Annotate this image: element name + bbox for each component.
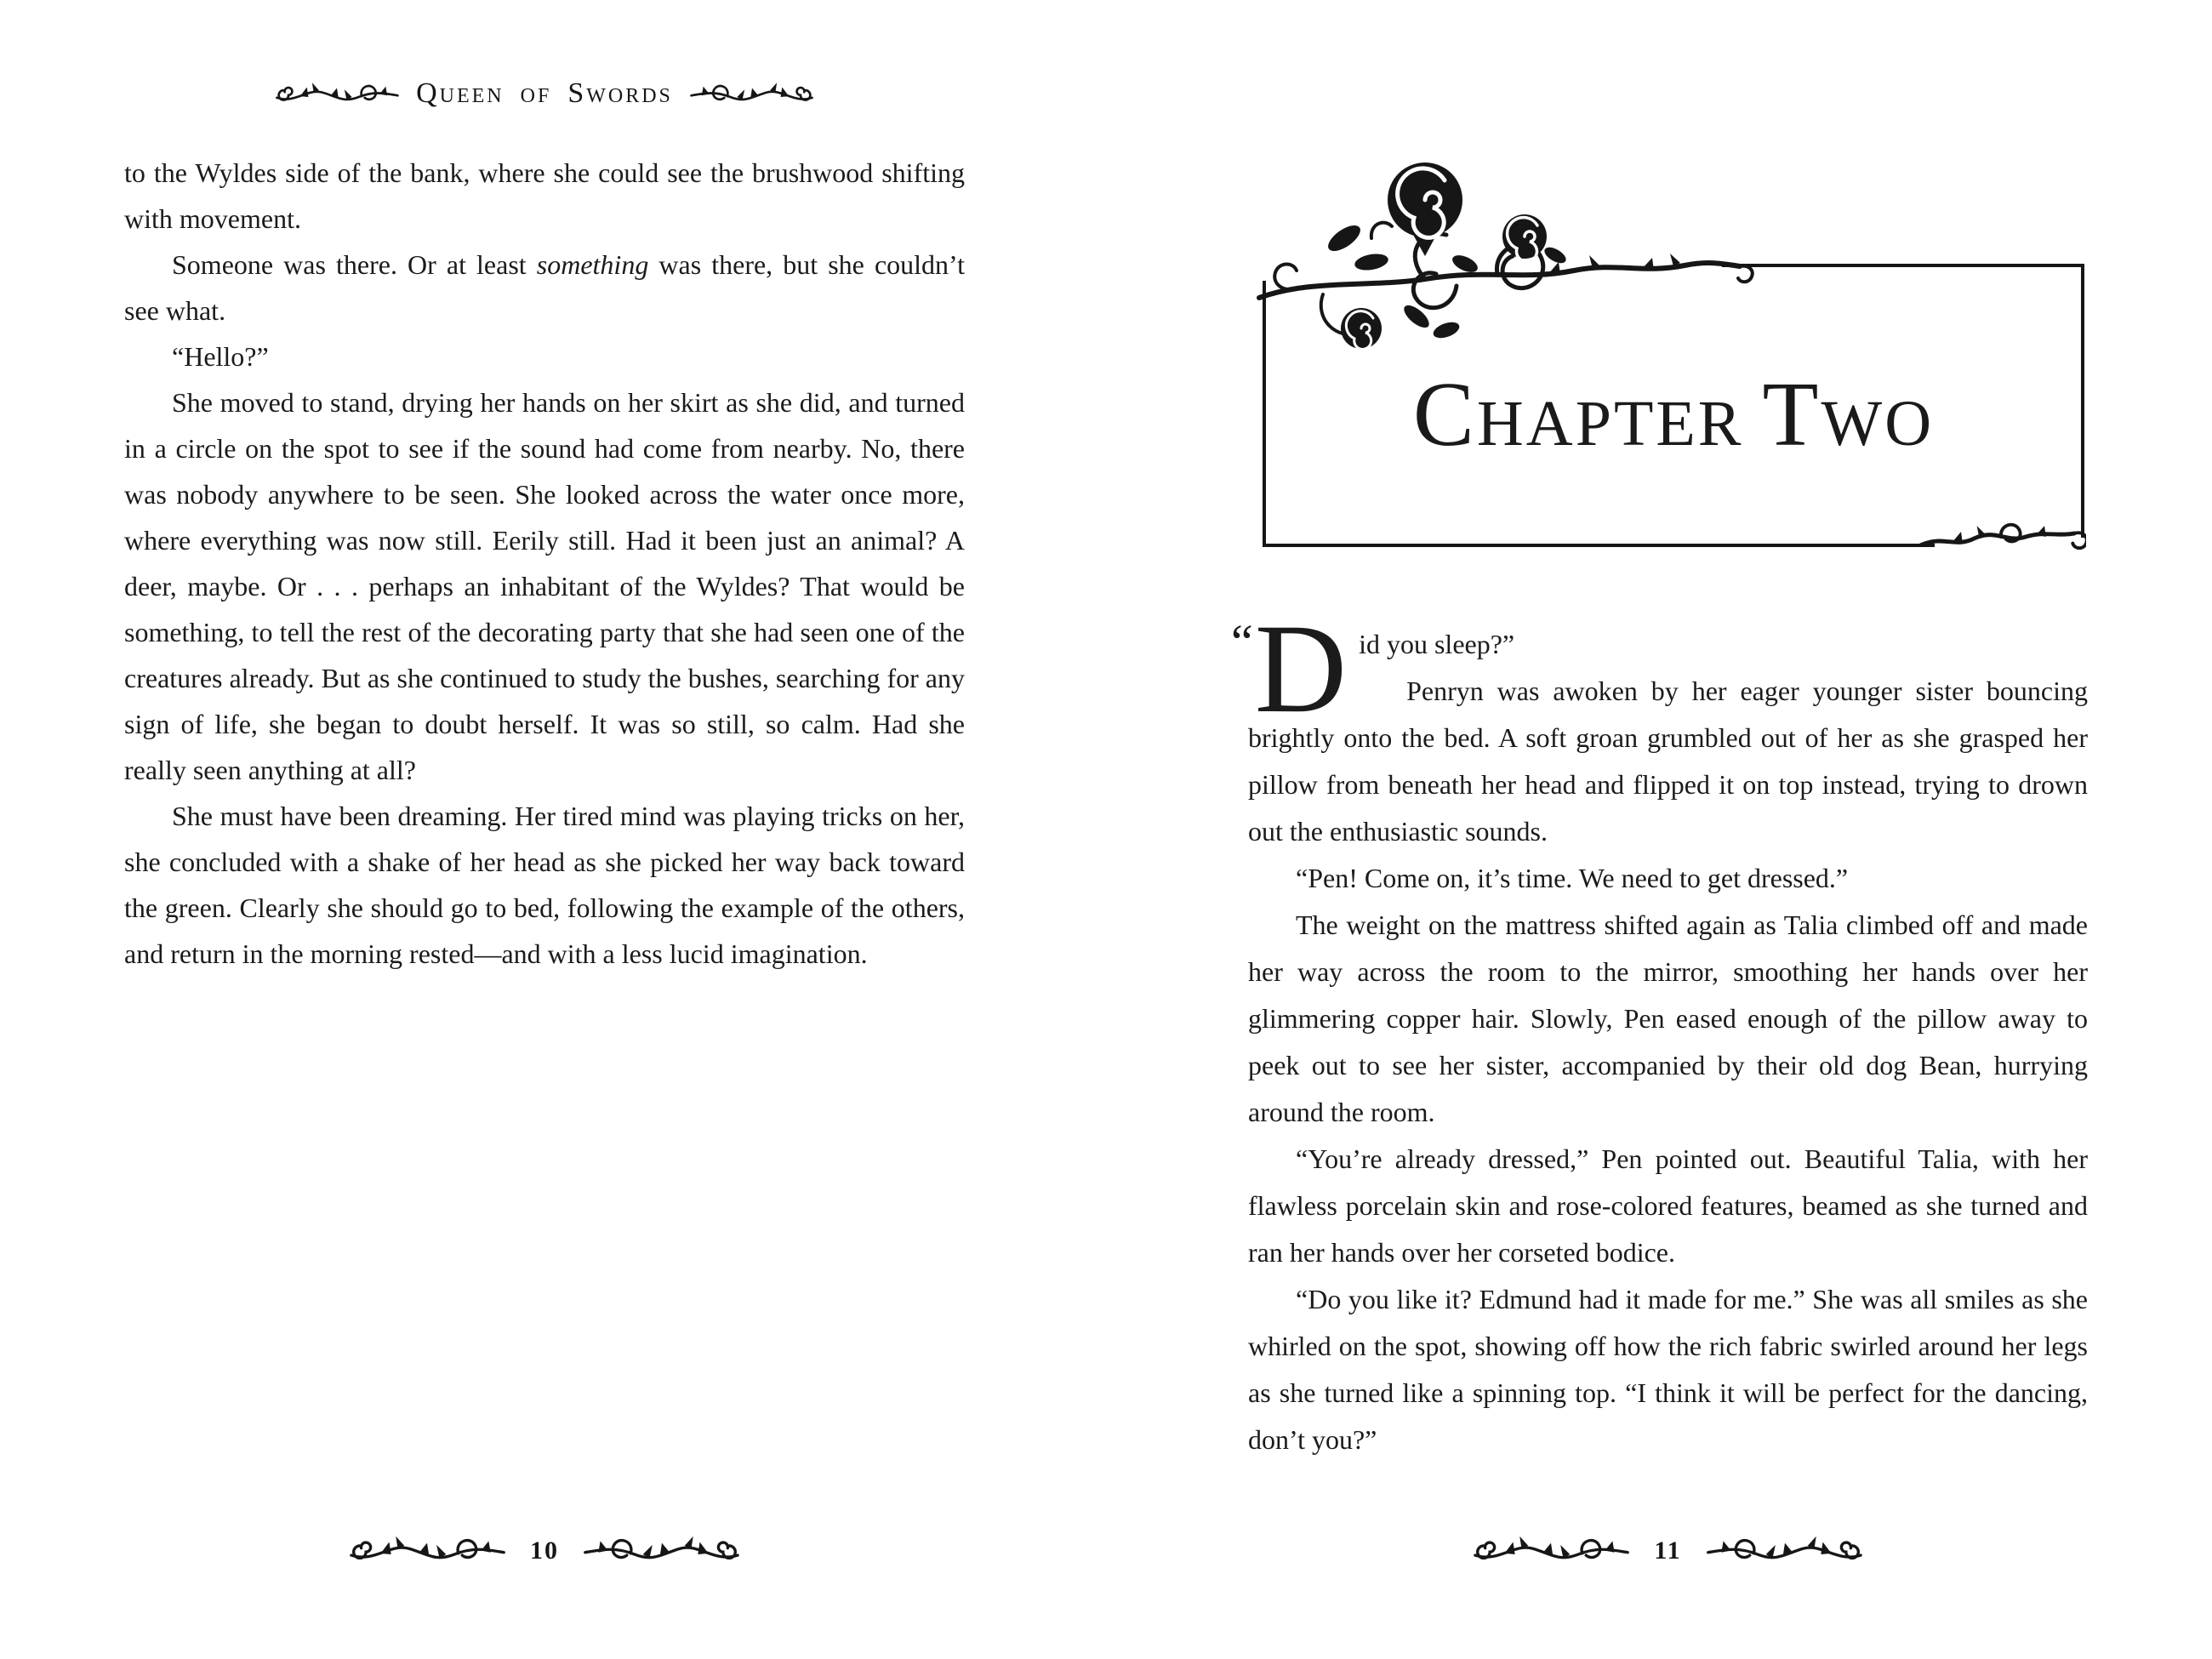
- page-number: 11: [1654, 1536, 1682, 1565]
- thorn-flourish-icon: [1470, 1530, 1632, 1571]
- page-footer: [1248, 1530, 2088, 1571]
- thorn-flourish-icon: [581, 1530, 743, 1571]
- paragraph: “Hello?”: [172, 341, 269, 372]
- running-header: [124, 70, 965, 117]
- box-border-bottom: [1263, 544, 1935, 547]
- first-line: id you sleep?”: [1359, 629, 1515, 659]
- right-page-paragraphs: [1248, 668, 2088, 1463]
- right-page-body: [1231, 598, 2088, 1463]
- page-number: 10: [530, 1536, 559, 1565]
- running-header-title: QUEEN OF SWORDS: [416, 77, 673, 109]
- page-right: [1106, 0, 2212, 1659]
- paragraph: “You’re already dressed,” Pen pointed out. Beautiful Talia, with her flawless porcelain skin and rose-colored features, beamed as she turned and ran her hands over her corseted bodice.: [1248, 1143, 2088, 1268]
- paragraph: “Pen! Come on, it’s time. We need to get dressed.”: [1296, 863, 1849, 893]
- corner-thorn-icon: [1919, 499, 2086, 561]
- thorn-flourish-icon: [688, 77, 816, 111]
- drop-cap-quote: “: [1231, 614, 1253, 670]
- paragraph: She must have been dreaming. Her tired mind was playing tricks on her, she concluded with a shake of her head as she picked her way back toward the green. Clearly she should go to bed, following the example of the others, and return in the morning rested—and with a less lucid imagination.: [124, 801, 965, 969]
- page-footer: [124, 1530, 965, 1571]
- paragraph: The weight on the mattress shifted again as Talia climbed off and made her way across the room to the mirror, smoothing her hands over her glimmering copper hair. Slowly, Pen eased enough of the pillow away to peek out to see her sister, accompanied by their old dog Bean, hurrying around the room.: [1248, 909, 2088, 1127]
- paragraph: Someone was there. Or at least something was there, but she couldn’t see what.: [124, 249, 966, 326]
- chapter-heading-box: [1263, 264, 2084, 547]
- thorn-flourish-icon: [346, 1530, 508, 1571]
- rose-vine-icon: [1242, 136, 1804, 361]
- chapter-title: CHAPTER TWO: [1412, 364, 1935, 465]
- thorn-flourish-icon: [273, 77, 401, 111]
- left-page-body: [124, 150, 965, 977]
- paragraph: She moved to stand, drying her hands on her skirt as she did, and turned in a circle on the spot to see if the sound had come from nearby. No, there was nobody anywhere to be seen. She looked across the water once more, where everything was now still. Eerily still. Had it been just an animal? A deer, maybe. Or . . . perhaps an inhabitant of the Wyldes? That would be something, to tell the rest of the decorating party that she had seen one of the creatures already. But as she continued to study the bushes, searching for any sign of life, she began to doubt herself. It was so still, so calm. Had she really seen anything at all?: [124, 387, 965, 785]
- paragraph: to the Wyldes side of the bank, where she could see the brushwood shifting with movement.: [124, 157, 965, 234]
- thorn-flourish-icon: [1704, 1530, 1866, 1571]
- paragraph: “Do you like it? Edmund had it made for me.” She was all smiles as she whirled on the spot, showing off how the rich fabric swirled around her legs as she turned like a spinning top. “I think it will be perfect for the dancing, don’t you?”: [1248, 1284, 2088, 1455]
- drop-cap-letter: D: [1254, 598, 1348, 739]
- paragraph: Penryn was awoken by her eager younger sister bouncing brightly onto the bed. A soft groan grumbled out of her as she grasped her pillow from beneath her head and flipped it on top instead, trying to drown out the enthusiastic sounds.: [1248, 676, 2088, 847]
- drop-cap: [1231, 598, 1348, 739]
